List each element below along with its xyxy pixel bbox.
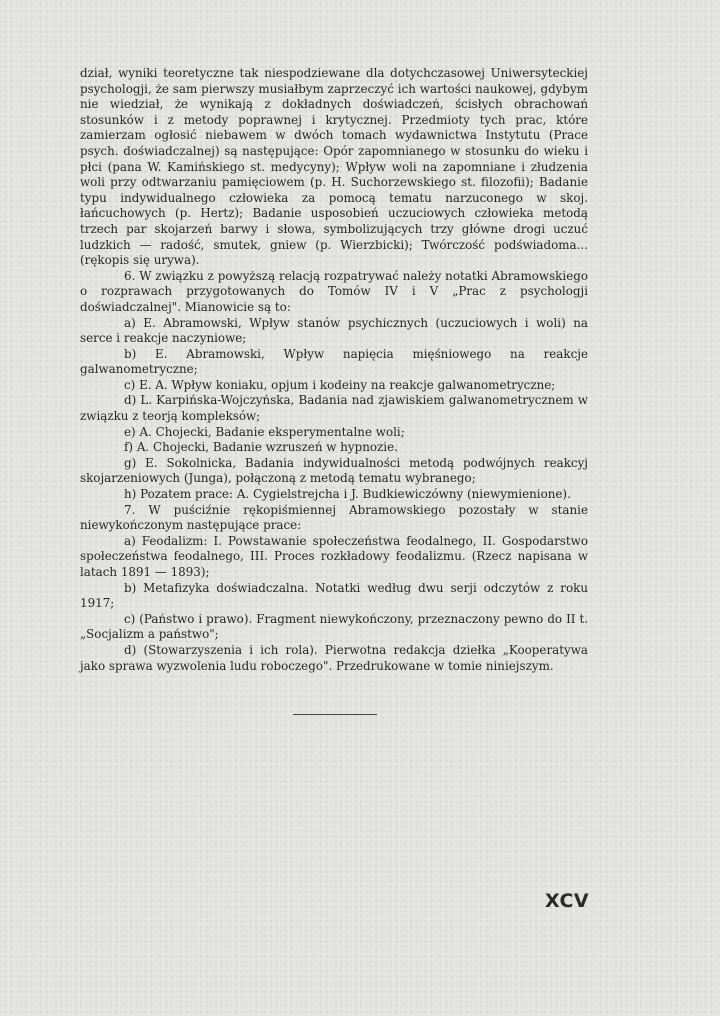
list-item: g) E. Sokolnicka, Badania indywidualności metodą podwójnych reakcyj skojarzeniowych (Junga), połączoną z metodą tematu wybranego; (80, 455, 588, 486)
list-item: b) E. Abramowski, Wpływ napięcia mięśniowego na reakcje galwanometryczne; (80, 346, 588, 377)
list-item: d) (Stowarzyszenia i ich rola). Pierwotna redakcja dziełka „Kooperatywa jako sprawa wyzwolenia ludu roboczego". Przedrukowane w tomie niniejszym. (80, 642, 588, 673)
list-item: a) E. Abramowski, Wpływ stanów psychicznych (uczuciowych i woli) na serce i reakcje naczyniowe; (80, 315, 588, 346)
list-item: c) E. A. Wpływ koniaku, opjum i kodeiny na reakcje galwanometryczne; (124, 377, 556, 392)
list-item: b) Metafizyka doświadczalna. Notatki według dwu serji odczytów z roku 1917; (80, 580, 588, 611)
list-item: f) A. Chojecki, Badanie wzruszeń w hypnozie. (124, 440, 398, 455)
list-item: d) L. Karpińska-Wojczyńska, Badania nad zjawiskiem galwanometrycznem w związku z teorją kompleksów; (80, 393, 588, 424)
list-item: c) (Państwo i prawo). Fragment niewykończony, przeznaczony pewno do II t. „Socjalizm a państwo"; (80, 611, 588, 642)
section-divider (293, 714, 377, 715)
paragraph-continuation: dział, wyniki teoretyczne tak niespodziewane dla dotychczasowej Uniwersyteckiej psychologji, że sam pierwszy musiałbym zaprzeczyć ich wartości naukowej, gdybym nie wiedział, że wynikają z dokładnych doświadczeń, ścisłych obrachowań stosunków i z metody poprawnej i krytycznej. Przedmioty tych prac, które zamierzam ogłosić niebawem w dwóch tomach wydawnictwa Instytutu (Prace psych. doświadczalnej) są następujące: Opór zapomnianego w stosunku do wieku i płci (pana W. Kamińskiego st. medycyny); Wpływ woli na zapomniane i złudzenia woli przy odtwarzaniu pamięciowem (p. H. Suchorzewskiego st. filozofii); Badanie typu indywidualnego człowieka za pomocą tematu narzuconego w skoj. łańcuchowych (p. Hertz); Badanie usposobień uczuciowych człowieka metodą trzech par skojarzeń barwy i słowa, symbolizujących trzy główne drogi uczuć ludzkich — radość, smutek, gniew (p. Wierzbicki); Twórczość podświadoma... (rękopis się urywa). (80, 66, 588, 268)
list-item: e) A. Chojecki, Badanie eksperymentalne woli; (124, 424, 405, 439)
list-item: a) Feodalizm: I. Powstawanie społeczeństwa feodalnego, II. Gospodarstwo społeczeństwa feodalnego, III. Proces rozkładowy feodalizmu. (Rzecz napisana w latach 1891 — 1893); (80, 533, 588, 579)
body-text (80, 66, 588, 674)
page-number: XCV (545, 890, 590, 912)
paragraph-section-6: 6. W związku z powyższą relacją rozpatrywać należy notatki Abramowskiego o rozprawach przygotowanych do Tomów IV i V „Prac z psychologji doświadczalnej". Mianowicie są to: (80, 268, 588, 314)
list-item: h) Pozatem prace: A. Cygielstrejcha i J. Budkiewiczówny (niewymienione). (124, 487, 571, 502)
paragraph-section-7: 7. W puściźnie rękopiśmiennej Abramowskiego pozostały w stanie niewykończonym następujące prace: (80, 502, 588, 533)
